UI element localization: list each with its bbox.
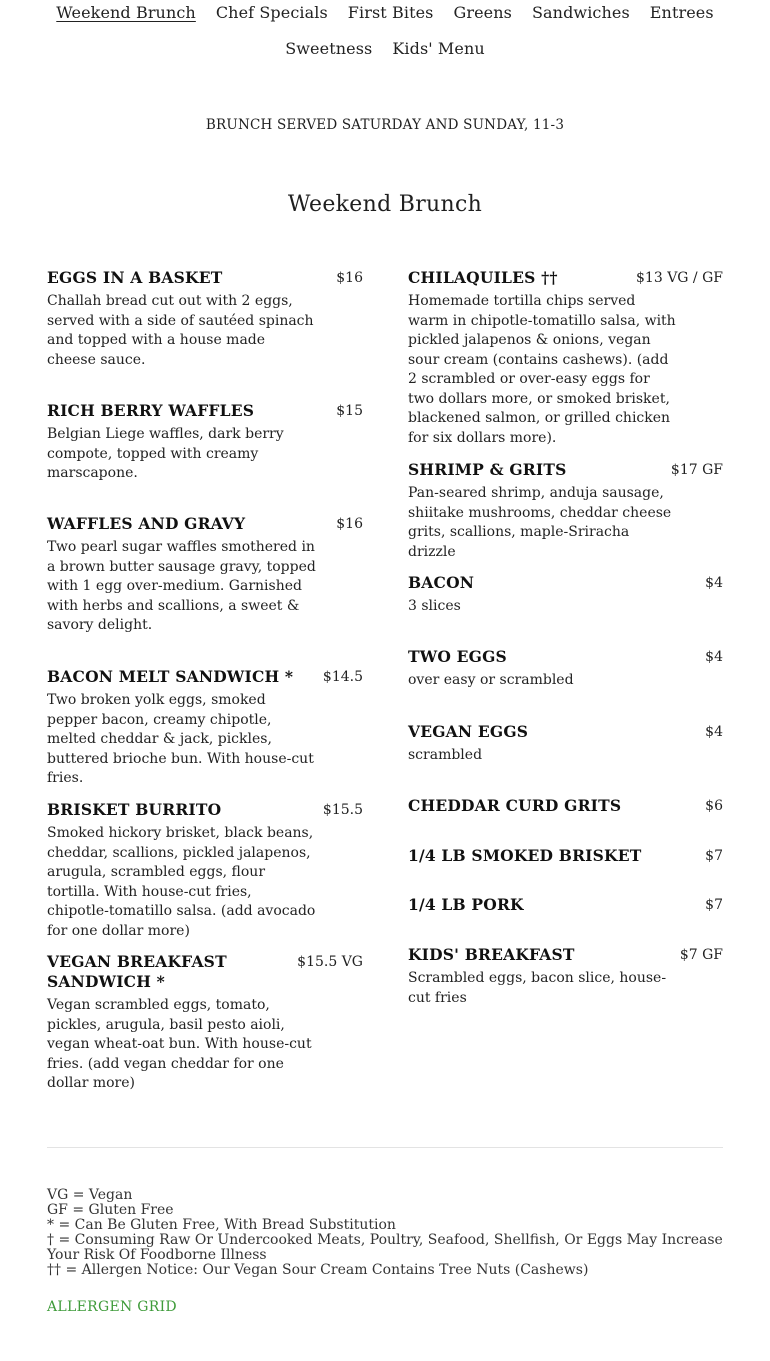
menu-item-price: $6 [705,798,723,814]
legend-gluten-free-substitution: * = Can Be Gluten Free, With Bread Substitution [47,1217,396,1233]
legend-raw-food-warning: † = Consuming Raw Or Undercooked Meats, Poultry, Seafood, Shellfish, Or Eggs May Increase Your Risk Of Foodborne Illness [47,1232,723,1263]
menu-item-name: VEGAN BREAKFAST SANDWICH * [47,952,227,991]
section-title: Weekend Brunch [287,192,483,217]
nav-row-primary [0,0,770,30]
menu-item-name: WAFFLES AND GRAVY [47,514,246,533]
menu-item [47,514,363,636]
menu-item-description: Challah bread cut out with 2 eggs, served with a side of sautéed spinach and topped with a house made cheese sauce. [47,293,314,368]
menu-item-price: $15 [336,403,363,419]
menu-item-name: 1/4 LB SMOKED BRISKET [408,846,642,865]
menu-item-price: $4 [705,649,723,665]
menu-item [47,952,363,1094]
brunch-hours-notice: BRUNCH SERVED SATURDAY AND SUNDAY, 11-3 [205,117,565,133]
nav-link-greens[interactable]: Greens [453,2,512,22]
menu-item-price: $16 [336,516,363,532]
menu-item-name: VEGAN EGGS [408,722,529,741]
menu-item-price: $13 VG / GF [636,270,723,286]
menu-item-name: TWO EGGS [408,647,507,666]
menu-item-price: $15.5 [322,802,363,818]
menu-item [408,796,723,816]
nav-link-sandwiches[interactable]: Sandwiches [531,2,630,22]
menu-item-name: BACON MELT SANDWICH * [47,667,294,686]
menu-item-name: SHRIMP & GRITS [408,460,567,479]
menu-item [47,401,363,484]
menu-item [408,647,723,691]
menu-item-description: scrambled [408,747,483,763]
nav-link-sweetness[interactable]: Sweetness [285,38,373,58]
nav-link-chef-specials[interactable]: Chef Specials [215,2,328,22]
menu-item-description: over easy or scrambled [408,672,574,688]
nav-link-weekend-brunch[interactable]: Weekend Brunch [56,2,196,22]
menu-item-price: $4 [705,575,723,591]
menu-item-description: Scrambled eggs, bacon slice, house-cut fries [408,970,667,1006]
legend-allergen-notice: †† = Allergen Notice: Our Vegan Sour Cream Contains Tree Nuts (Cashews) [47,1262,589,1278]
menu-item-price: $4 [705,724,723,740]
menu-item [408,460,723,562]
menu-item-price: $7 GF [679,947,723,963]
menu-item-price: $7 [705,897,723,913]
menu-item-name: BRISKET BURRITO [47,800,222,819]
menu-item-description: 3 slices [408,598,461,614]
legend-vegan: VG = Vegan [47,1187,133,1203]
nav-row-secondary [0,30,770,66]
menu-item [408,573,723,617]
menu-item [408,722,723,766]
menu-item-name: CHEDDAR CURD GRITS [408,796,622,815]
menu-item-name: KIDS' BREAKFAST [408,945,575,964]
nav-link-first-bites[interactable]: First Bites [347,2,434,22]
legend-gluten-free: GF = Gluten Free [47,1202,174,1218]
menu-item-name: 1/4 LB PORK [408,895,524,914]
menu-item-description: Belgian Liege waffles, dark berry compote, topped with creamy marscapone. [47,426,284,481]
menu-item-name: EGGS IN A BASKET [47,268,223,287]
menu-item-name: RICH BERRY WAFFLES [47,401,255,420]
menu-item-price: $17 GF [670,462,723,478]
nav-link-kids-menu[interactable]: Kids' Menu [392,38,485,58]
menu-item-price: $14.5 [322,669,363,685]
menu-item [47,800,363,941]
menu-item [408,846,723,866]
menu-item [408,268,723,448]
menu-item-name: CHILAQUILES †† [408,268,558,287]
menu-item-name: BACON [408,573,475,592]
menu-item-price: $16 [336,270,363,286]
menu-item-description: Two broken yolk eggs, smoked pepper bacon, creamy chipotle, melted cheddar & jack, pickles, buttered brioche bun. With house-cut fries. [47,692,314,786]
menu-item-description: Two pearl sugar waffles smothered in a brown butter sausage gravy, topped with 1 egg over-medium. Garnished with herbs and scallions, a sweet & savory delight. [47,539,316,633]
menu-item-description: Homemade tortilla chips served warm in chipotle-tomatillo salsa, with pickled jalapenos & onions, vegan sour cream (contains cashews). (add 2 scrambled or over-easy eggs for two dollars more, or smoked brisket, blackened salmon, or grilled chicken for six dollars more). [408,293,676,446]
menu-item-description: Pan-seared shrimp, anduja sausage, shiitake mushrooms, cheddar cheese grits, scallions, maple-Sriracha drizzle [408,485,672,560]
menu-item [408,945,723,1008]
menu-item [47,667,363,789]
allergen-grid-link[interactable]: ALLERGEN GRID [47,1299,177,1315]
menu-item-description: Vegan scrambled eggs, tomato, pickles, arugula, basil pesto aioli, vegan wheat-oat bun. With house-cut fries. (add vegan cheddar for one dollar more) [47,997,312,1091]
footer-divider [47,1147,723,1148]
menu-item [408,895,723,915]
menu-item [47,268,363,370]
nav-link-entrees[interactable]: Entrees [649,2,714,22]
menu-item-price: $7 [705,848,723,864]
menu-item-price: $15.5 VG [297,954,363,970]
menu-item-description: Smoked hickory brisket, black beans, cheddar, scallions, pickled jalapenos, arugula, scrambled eggs, flour tortilla. With house-cut fries, chipotle-tomatillo salsa. (add avocado for one dollar more) [47,825,316,939]
dietary-legend [47,1188,727,1278]
